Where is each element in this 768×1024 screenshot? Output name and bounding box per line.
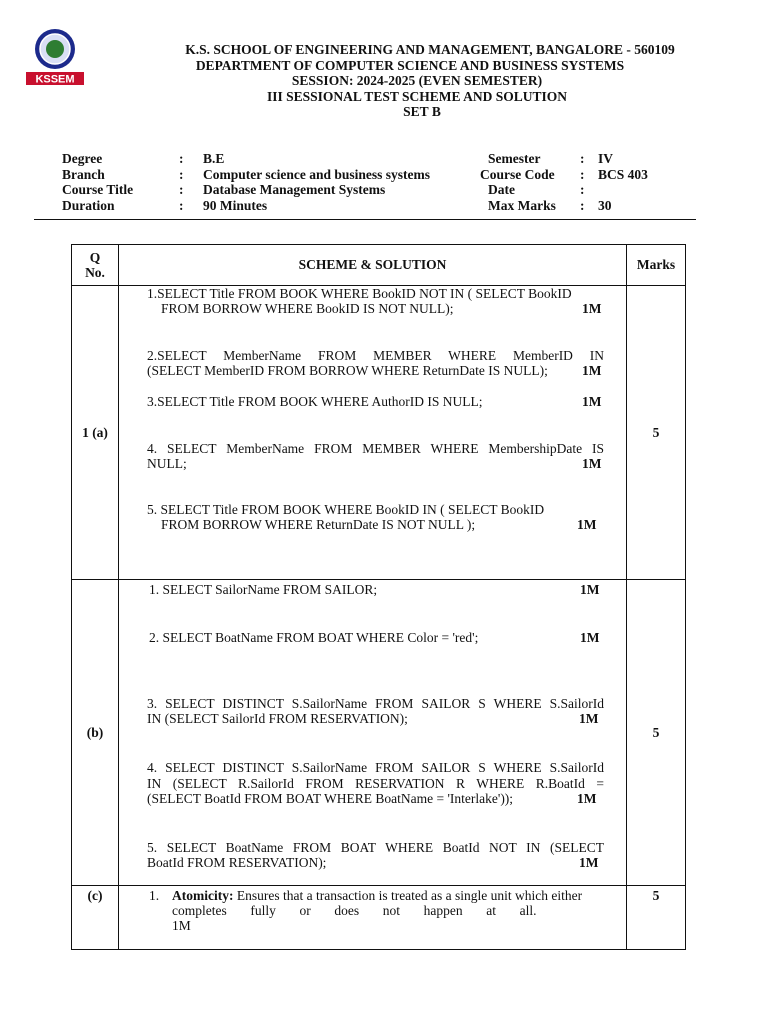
meta-colon: : [179, 166, 184, 182]
mark-label: 1M [582, 301, 602, 316]
term-atomicity: Atomicity: [172, 888, 234, 903]
mark-label: 1M [577, 791, 597, 806]
question-number: 1 (a) [72, 286, 119, 580]
semester-label: Semester [488, 151, 541, 166]
solution-line: 1. SELECT SailorName FROM SAILOR; [149, 582, 378, 597]
date-label: Date [488, 182, 515, 197]
solution-line: 2. SELECT BoatName FROM BOAT WHERE Color = 'red'; [149, 630, 479, 645]
course-info [62, 151, 702, 213]
session-line: SESSION: 2024-2025 (EVEN SEMESTER) [291, 73, 543, 88]
max-marks-value: 30 [598, 197, 612, 213]
mark-label: 1M [577, 517, 597, 532]
solution-line: FROM BORROW WHERE ReturnDate IS NOT NULL ); [161, 517, 476, 532]
marks-value: 5 [627, 580, 686, 886]
marks-header: Marks [627, 245, 686, 286]
meta-row [62, 151, 702, 167]
solution-line: IN (SELECT SailorId FROM RESERVATION); [147, 711, 408, 726]
meta-colon: : [179, 151, 184, 166]
meta-row [62, 182, 702, 198]
meta-row [62, 198, 702, 214]
solution-line: 5. SELECT BoatName FROM BOAT WHERE BoatId NOT IN (SELECT [147, 840, 604, 855]
institution-name: K.S. SCHOOL OF ENGINEERING AND MANAGEMENT, BANGALORE - 560109 [185, 42, 675, 57]
solution-line: IN (SELECT R.SailorId FROM RESERVATION R WHERE R.BoatId = [147, 776, 604, 791]
branch-value: Computer science and business systems [203, 166, 431, 182]
q-no-header [72, 245, 119, 286]
department-name: DEPARTMENT OF COMPUTER SCIENCE AND BUSINESS SYSTEMS [195, 57, 625, 73]
solution-line: 1.SELECT Title FROM BOOK WHERE BookID NOT IN ( SELECT BookID [147, 286, 572, 301]
mark-label: 1M [580, 630, 600, 645]
mark-label: 1M [582, 363, 602, 378]
course-title-value: Database Management Systems [203, 182, 386, 197]
course-code-value: BCS 403 [598, 166, 648, 182]
meta-colon: : [580, 197, 585, 213]
solution-line: 2.SELECT MemberName FROM MEMBER WHERE MemberID IN [147, 348, 604, 363]
document-header [100, 42, 760, 120]
solution-line: (SELECT BoatId FROM BOAT WHERE BoatName = 'Interlake')); [147, 791, 514, 806]
set-label: SET B [403, 104, 441, 119]
table-row [72, 580, 686, 886]
duration-value: 90 Minutes [203, 197, 268, 213]
divider [592, 219, 696, 220]
solution-cell [119, 286, 627, 580]
meta-colon: : [580, 166, 585, 182]
test-title: III SESSIONAL TEST SCHEME AND SOLUTION [267, 88, 567, 104]
mark-label: 1M [172, 918, 191, 933]
solution-cell [119, 886, 627, 950]
q-header-line1: Q [89, 250, 101, 265]
solution-line: 4. SELECT DISTINCT S.SailorName FROM SAILOR S WHERE S.SailorId [147, 760, 604, 775]
course-title-label: Course Title [62, 182, 134, 197]
logo-text: KSSEM [35, 73, 75, 86]
meta-colon: : [179, 182, 184, 197]
list-number: 1. [149, 888, 160, 903]
marks-value: 5 [627, 286, 686, 580]
solution-line: 4. SELECT MemberName FROM MEMBER WHERE MembershipDate IS [147, 441, 604, 456]
solution-line [172, 888, 602, 904]
solution-line: 3. SELECT DISTINCT S.SailorName FROM SAILOR S WHERE S.SailorId [147, 696, 604, 711]
divider [158, 219, 592, 220]
meta-colon: : [580, 151, 585, 166]
table-row [72, 286, 686, 580]
solution-line: 3.SELECT Title FROM BOOK WHERE AuthorID IS NULL; [147, 394, 483, 409]
solution-line: (SELECT MemberID FROM BORROW WHERE ReturnDate IS NULL); [147, 363, 548, 378]
mark-label: 1M [582, 394, 602, 409]
solution-line: completes fully or does not happen at all. [172, 903, 537, 918]
semester-value: IV [598, 151, 614, 166]
degree-label: Degree [62, 151, 103, 166]
table-row [72, 886, 686, 950]
mark-label: 1M [579, 711, 599, 726]
solution-line: NULL; [147, 456, 187, 471]
mark-label: 1M [580, 582, 600, 597]
duration-label: Duration [62, 197, 115, 213]
solution-cell [119, 580, 627, 886]
marks-value: 5 [627, 886, 686, 950]
table-header-row [72, 245, 686, 286]
degree-value: B.E [203, 151, 225, 166]
solution-line: 5. SELECT Title FROM BOOK WHERE BookID IN ( SELECT BookID [147, 502, 545, 517]
question-number: (c) [72, 886, 119, 950]
meta-row [62, 167, 702, 183]
solution-line: FROM BORROW WHERE BookID IS NOT NULL); [161, 301, 454, 316]
scheme-header: SCHEME & SOLUTION [119, 245, 627, 286]
solution-line: BoatId FROM RESERVATION); [147, 855, 327, 870]
mark-label: 1M [582, 456, 602, 471]
meta-colon: : [580, 182, 585, 197]
divider [34, 219, 158, 220]
scheme-table [71, 244, 686, 950]
mark-label: 1M [579, 855, 599, 870]
branch-label: Branch [62, 166, 105, 182]
max-marks-label: Max Marks [488, 197, 556, 213]
atomicity-text: Ensures that a transaction is treated as a single unit which either [236, 888, 583, 903]
course-code-label: Course Code [480, 166, 555, 182]
question-number: (b) [72, 580, 119, 886]
q-header-line2: No. [85, 265, 105, 280]
meta-colon: : [179, 197, 184, 213]
